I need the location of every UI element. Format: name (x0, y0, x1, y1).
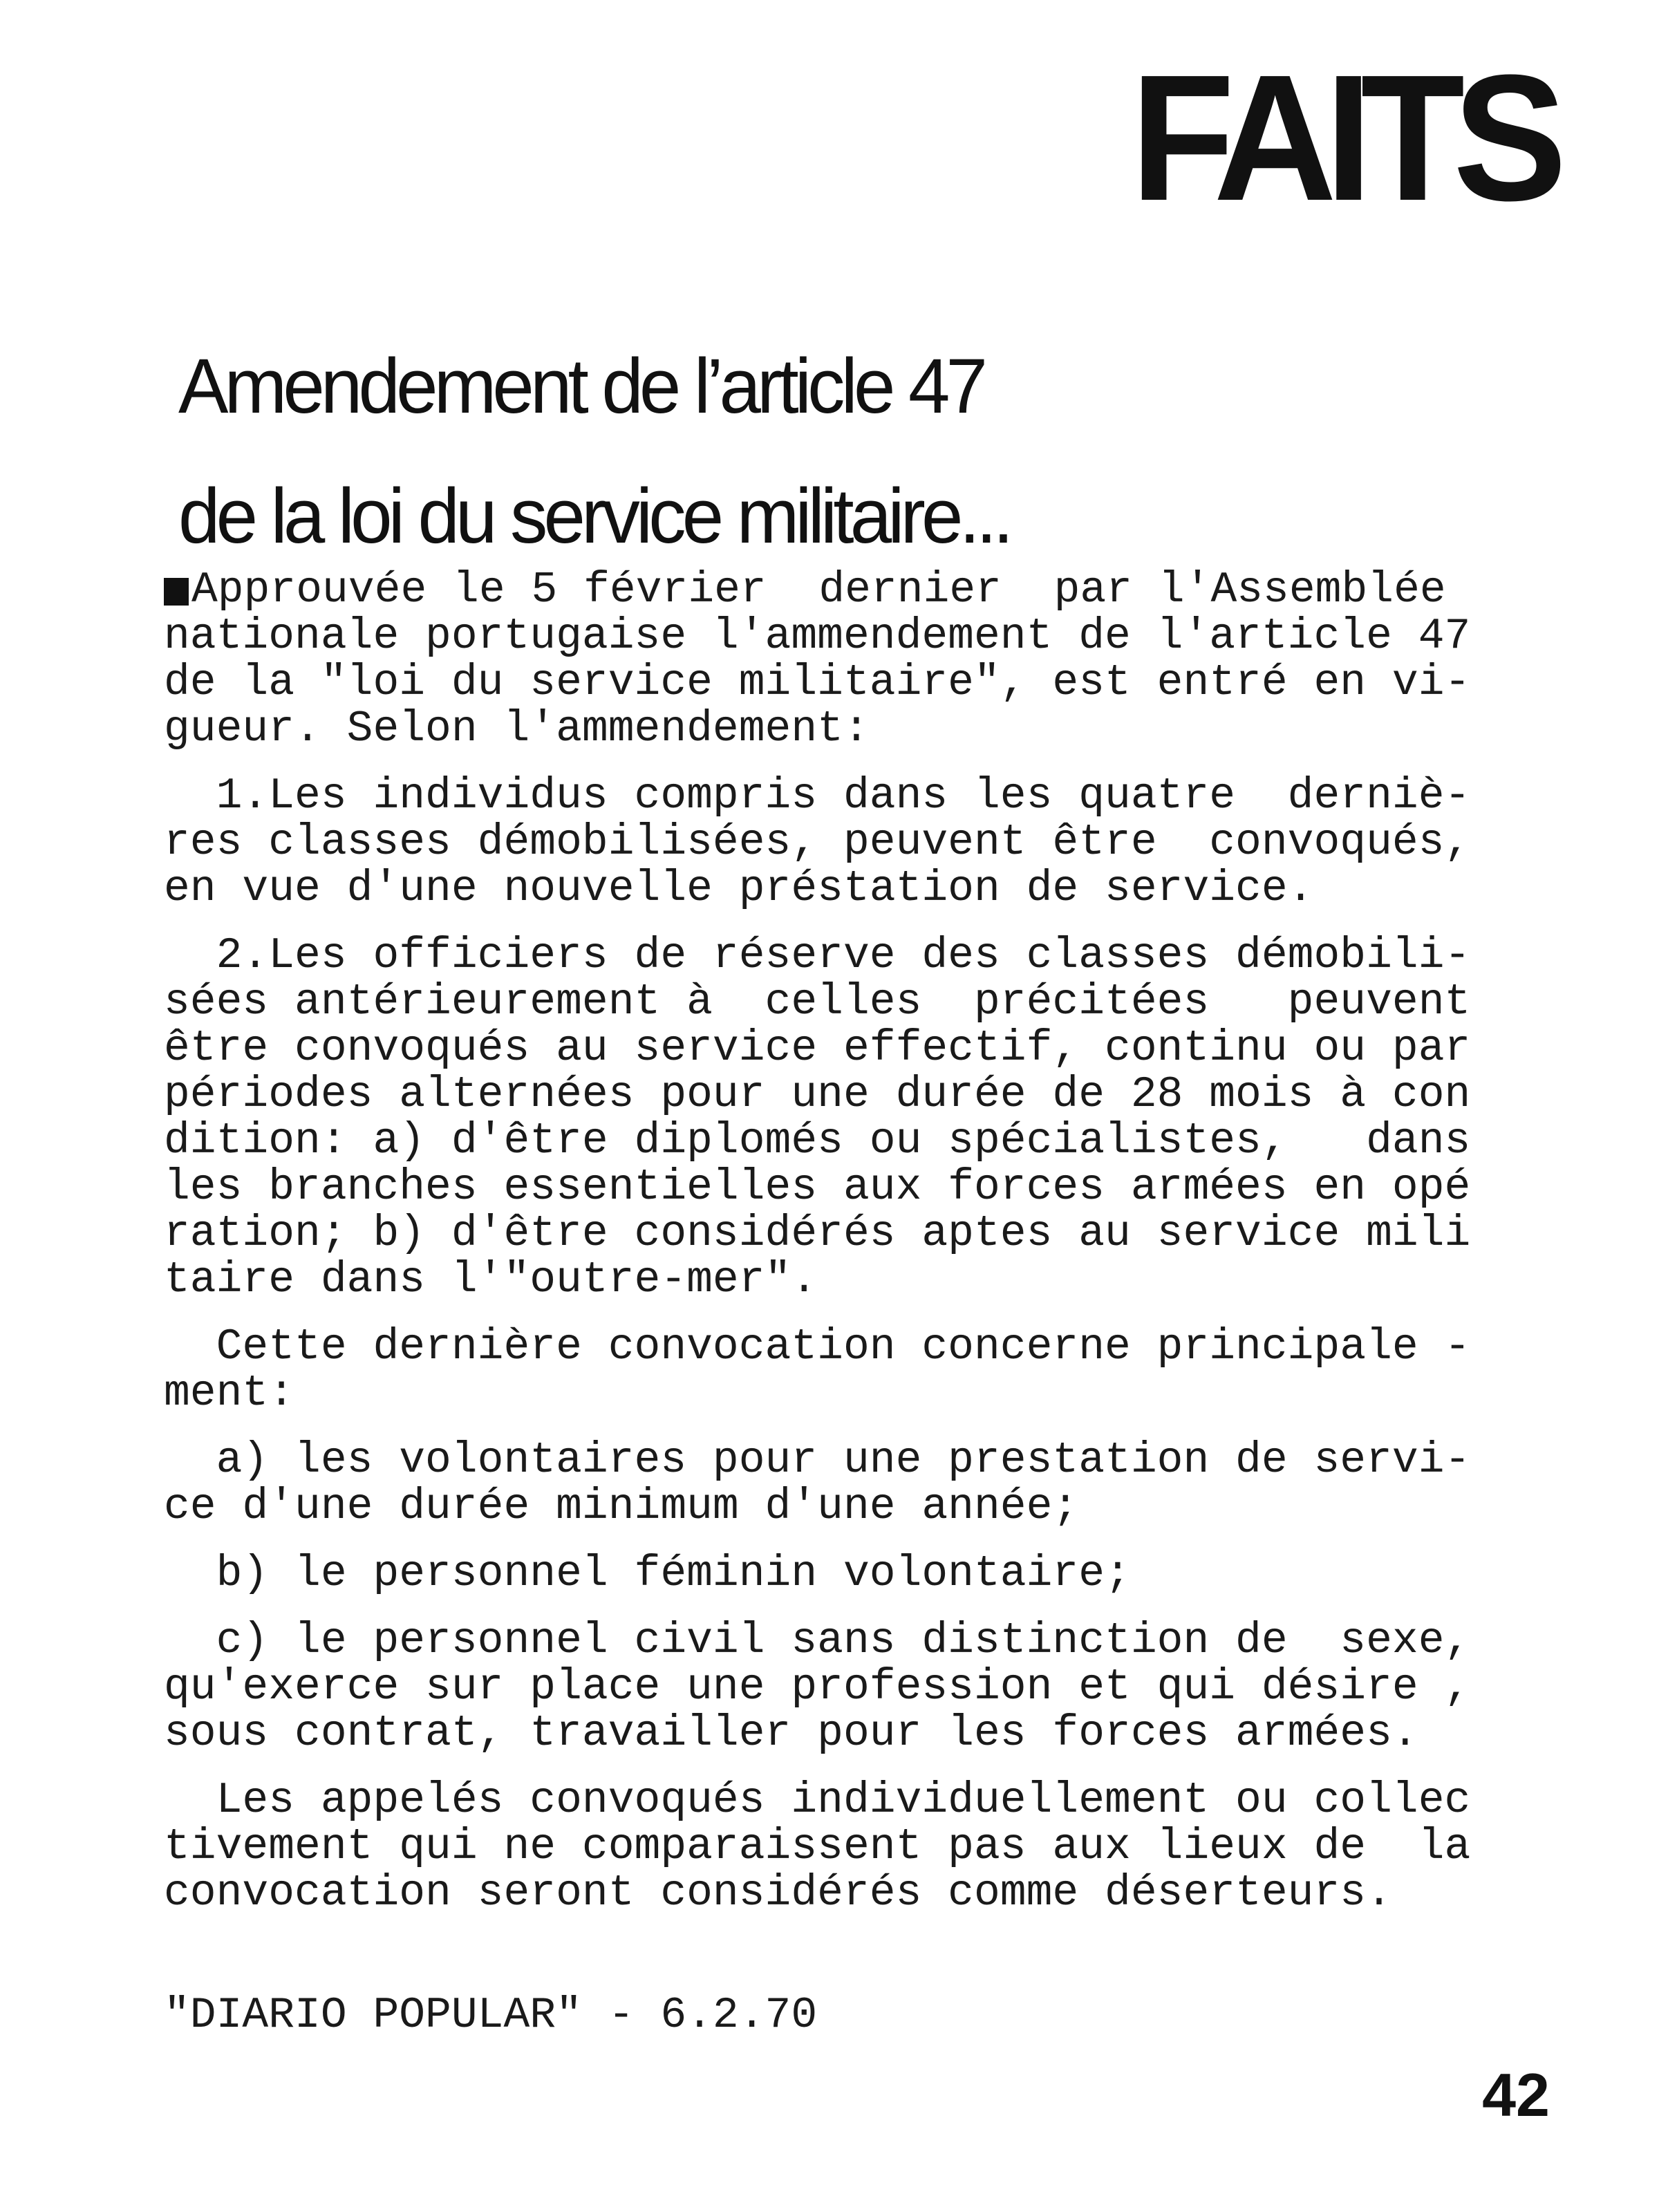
text-line: res classes démobilisées, peuvent être convoqués, (164, 818, 1471, 867)
section-label: FAITS (1130, 38, 1555, 238)
list-item-a (164, 1437, 1546, 1530)
text-line: de la "loi du service militaire", est entré en vi- (164, 658, 1471, 707)
text-line: ration; b) d'être considérés aptes au service mili (164, 1209, 1471, 1258)
text-line: périodes alternées pour une durée de 28 mois à con (164, 1070, 1471, 1119)
paragraph-intro (164, 567, 1546, 752)
article-title (178, 321, 1452, 581)
text-line: ment: (164, 1369, 295, 1418)
bullet-square-icon (164, 578, 189, 606)
text-line: les branches essentielles aux forces armées en opé (164, 1163, 1471, 1212)
list-item-b (164, 1550, 1546, 1597)
source-citation: "DIARIO POPULAR" - 6.2.70 (164, 1991, 818, 2040)
text-line: 1.Les individus compris dans les quatre derniè- (164, 771, 1471, 821)
text-line: c) le personnel civil sans distinction de sexe, (164, 1616, 1471, 1665)
paragraph-point-2 (164, 932, 1546, 1303)
text-line: qu'exerce sur place une profession et qui désire , (164, 1662, 1471, 1712)
text-line: tivement qui ne comparaissent pas aux lieux de la (164, 1822, 1471, 1871)
title-line-2: de la loi du service militaire... (178, 473, 1010, 559)
text-line: a) les volontaires pour une prestation de servi- (164, 1436, 1471, 1485)
text-line: b) le personnel féminin volontaire; (164, 1549, 1131, 1598)
text-line: être convoqués au service effectif, continu ou par (164, 1024, 1471, 1073)
text-line: 2.Les officiers de réserve des classes démobili- (164, 931, 1471, 980)
paragraph-point-1 (164, 773, 1546, 912)
paragraph-closing (164, 1777, 1546, 1916)
text-line: dition: a) d'être diplomés ou spécialistes, dans (164, 1116, 1471, 1165)
text-line: en vue d'une nouvelle préstation de service. (164, 864, 1314, 913)
text-line: sées antérieurement à celles précitées peuvent (164, 977, 1471, 1027)
text-line: taire dans l'"outre-mer". (164, 1255, 818, 1304)
text-line: nationale portugaise l'ammendement de l'article 47 (164, 612, 1471, 661)
text-line: convocation seront considérés comme déserteurs. (164, 1868, 1392, 1918)
text-line: Les appelés convoqués individuellement ou collec (164, 1776, 1471, 1825)
title-line-1: Amendement de l’article 47 (178, 343, 984, 429)
text-line: Cette dernière convocation concerne principale - (164, 1322, 1471, 1371)
paragraph-concern (164, 1324, 1546, 1416)
article-body (164, 567, 1546, 1916)
text-line: ce d'une durée minimum d'une année; (164, 1482, 1079, 1531)
text-line: gueur. Selon l'ammendement: (164, 704, 870, 753)
text-line: Approuvée le 5 février dernier par l'Assemblée (191, 565, 1446, 615)
page-number: 42 (1482, 2061, 1550, 2129)
list-item-c (164, 1618, 1546, 1756)
text-line: sous contrat, travailler pour les forces armées. (164, 1709, 1418, 1758)
